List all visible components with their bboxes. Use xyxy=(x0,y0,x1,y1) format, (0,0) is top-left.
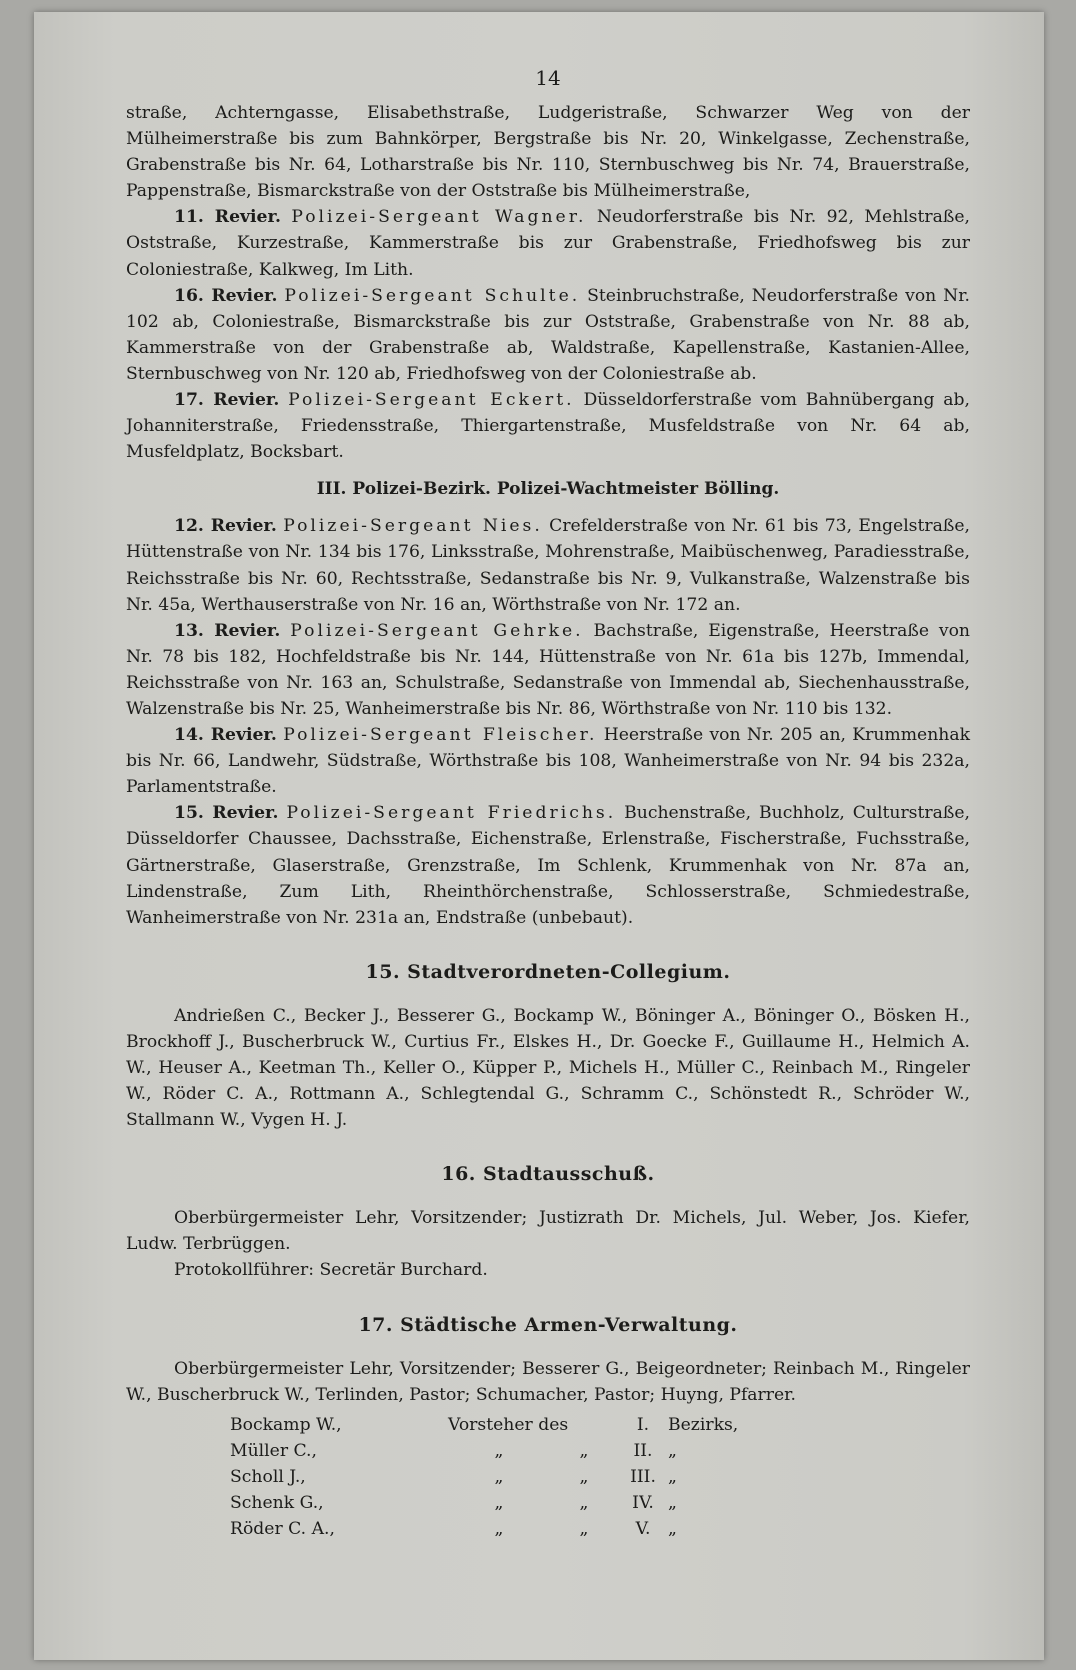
ditto-mark: „ xyxy=(494,1466,504,1487)
revier-officer: Polizei-Sergeant Friedrichs. xyxy=(286,803,617,824)
bezirk-number: III. xyxy=(630,1466,656,1487)
revier-streets: Buchenstraße, Buchholz, Culturstraße, Düsseldorfer Chaussee, Dachsstraße, Eichenstraße, Erlenstraße, Fischerstraße, Fuchsstraße, Gärtnerstraße, Glaserstraße, Grenzstraße, Im Schlenk, Krummenhak von Nr. 87a an, Lindenstraße, Zum Lith, Rheinthörchenstraße, Schlosserstraße, Schmiedestraße, Wanheimerstraße von Nr. 231a an, Endstraße (unbebaut). xyxy=(126,803,970,928)
ditto-mark: „ xyxy=(494,1493,504,1514)
revier-11 xyxy=(126,204,970,282)
section-15-heading: 15. Stadtverordneten-Collegium. xyxy=(365,960,731,983)
ditto-mark: „ xyxy=(668,1466,677,1487)
revier-streets: Bachstraße, Eigenstraße, Heerstraße von Nr. 78 bis 182, Hochfeldstraße bis Nr. 144, Hüttenstraße von Nr. 61a bis 127b, Immendal, Reichsstraße von Nr. 163 an, Schulstraße, Sedanstraße von Immendal ab, Siechenhausstraße, Walzenstraße bis Nr. 25, Wanheimerstraße bis Nr. 86, Wörthstraße von Nr. 110 bis 132. xyxy=(126,620,970,719)
ditto-mark: „ xyxy=(494,1440,504,1461)
revier-officer: Polizei-Sergeant Nies. xyxy=(283,516,543,537)
revier-label: 12. Revier. xyxy=(174,516,277,537)
page-number: 14 xyxy=(535,66,561,90)
revier-12 xyxy=(126,513,970,617)
revier-13 xyxy=(126,618,970,722)
page-content xyxy=(126,66,970,1542)
bezirk-word: Bezirks, xyxy=(668,1414,739,1435)
revier-label: 16. Revier. xyxy=(174,285,278,306)
table-row xyxy=(230,1490,738,1516)
revier-streets: Düsseldorferstraße vom Bahnübergang ab, Johanniterstraße, Friedensstraße, Thiergartenstraße, Musfeldstraße von Nr. 64 ab, Musfeldplatz, Bocksbart. xyxy=(126,390,971,463)
intro-paragraph: straße, Achterngasse, Elisabethstraße, Ludgeristraße, Schwarzer Weg von der Mülheimerstraße bis zum Bahnkörper, Bergstraße bis Nr. 20, Winkelgasse, Zechenstraße, Grabenstraße bis Nr. 64, Lotharstraße bis Nr. 110, Sternbuschweg bis Nr. 74, Brauerstraße, Pappenstraße, Bismarckstraße von der Oststraße bis Mülheimerstraße, xyxy=(126,103,970,202)
revier-streets: Neudorferstraße bis Nr. 92, Mehlstraße, Oststraße, Kurzestraße, Kammerstraße bis zur Grabenstraße, Friedhofsweg bis zur Coloniestraße, Kalkweg, Im Lith. xyxy=(126,207,970,280)
district-heading: III. Polizei-Bezirk. Polizei-Wachtmeister Bölling. xyxy=(316,479,780,500)
revier-14 xyxy=(126,722,970,800)
ditto-mark: „ xyxy=(668,1519,677,1540)
revier-officer: Polizei-Sergeant Wagner. xyxy=(291,207,587,228)
revier-17 xyxy=(126,387,970,465)
revier-streets: Steinbruchstraße, Neudorferstraße von Nr. 102 ab, Coloniestraße, Bismarckstraße bis zur Oststraße, Grabenstraße von Nr. 88 ab, Kammerstraße von der Grabenstraße ab, Waldstraße, Kapellenstraße, Kastanien-Allee, Sternbuschweg von Nr. 120 ab, Friedhofsweg von der Coloniestraße ab. xyxy=(126,285,970,384)
ditto-mark: „ xyxy=(579,1519,589,1540)
table-row xyxy=(230,1464,738,1490)
section-16-protocol: Protokollführer: Secretär Burchard. xyxy=(174,1260,488,1281)
ditto-mark: „ xyxy=(579,1440,589,1461)
document-page xyxy=(34,12,1044,1660)
revier-16 xyxy=(126,283,970,387)
armen-bezirke-table xyxy=(230,1412,738,1542)
section-17-heading: 17. Städtische Armen-Verwaltung. xyxy=(358,1313,738,1336)
revier-label: 17. Revier. xyxy=(174,390,280,411)
bezirk-number: I. xyxy=(636,1414,650,1435)
table-row xyxy=(230,1516,738,1542)
table-row xyxy=(230,1412,738,1438)
revier-streets: Heerstraße von Nr. 205 an, Krummenhak bis Nr. 66, Landwehr, Südstraße, Wörthstraße bis 108, Wanheimerstraße von Nr. 94 bis 232a, Parlamentstraße. xyxy=(126,725,970,798)
revier-label: 13. Revier. xyxy=(174,620,281,641)
revier-officer: Polizei-Sergeant Fleischer. xyxy=(283,725,598,746)
ditto-mark: „ xyxy=(494,1519,504,1540)
section-16-members: Oberbürgermeister Lehr, Vorsitzender; Justizrath Dr. Michels, Jul. Weber, Jos. Kiefer, Ludw. Terbrüggen. xyxy=(126,1208,970,1255)
member-name: Röder C. A., xyxy=(230,1519,335,1540)
revier-label: 15. Revier. xyxy=(174,803,279,824)
revier-officer: Polizei-Sergeant Eckert. xyxy=(288,390,575,411)
member-name: Müller C., xyxy=(230,1440,317,1461)
revier-label: 11. Revier. xyxy=(174,207,281,228)
bezirk-number: II. xyxy=(633,1440,653,1461)
revier-streets: Crefelderstraße von Nr. 61 bis 73, Engelstraße, Hüttenstraße von Nr. 134 bis 176, Linksstraße, Mohrenstraße, Maibüschenweg, Paradiesstraße, Reichsstraße bis Nr. 60, Rechtsstraße, Sedanstraße bis Nr. 9, Vulkanstraße, Walzenstraße bis Nr. 45a, Werthauserstraße von Nr. 16 an, Wörthstraße von Nr. 172 an. xyxy=(126,516,970,615)
revier-label: 14. Revier. xyxy=(174,725,277,746)
section-16-heading: 16. Stadtausschuß. xyxy=(441,1163,655,1186)
ditto-mark: „ xyxy=(579,1466,589,1487)
section-15-members: Andrießen C., Becker J., Besserer G., Bockamp W., Böninger A., Böninger O., Bösken H., Brockhoff J., Buscherbruck W., Curtius Fr., Elskes H., Dr. Goecke F., Guillaume H., Helmich A. W., Heuser A., Keetman Th., Keller O., Küpper P., Michels H., Müller C., Reinbach M., Ringeler W., Röder C. A., Rottmann A., Schlegtendal G., Schramm C., Schönstedt R., Schröder W., Stallmann W., Vygen H. J. xyxy=(126,1005,970,1131)
member-role: Vorsteher des xyxy=(448,1414,569,1435)
member-name: Scholl J., xyxy=(230,1466,306,1487)
member-name: Bockamp W., xyxy=(230,1414,342,1435)
section-17-members: Oberbürgermeister Lehr, Vorsitzender; Besserer G., Beigeordneter; Reinbach M., Ringeler W., Buscherbruck W., Terlinden, Pastor; Schumacher, Pastor; Huyng, Pfarrer. xyxy=(126,1358,970,1405)
bezirk-number: IV. xyxy=(632,1493,654,1514)
revier-officer: Polizei-Sergeant Gehrke. xyxy=(290,620,584,641)
revier-officer: Polizei-Sergeant Schulte. xyxy=(284,285,581,306)
revier-15 xyxy=(126,800,970,930)
ditto-mark: „ xyxy=(579,1493,589,1514)
ditto-mark: „ xyxy=(668,1440,677,1461)
bezirk-number: V. xyxy=(635,1519,651,1540)
table-row xyxy=(230,1438,738,1464)
member-name: Schenk G., xyxy=(230,1493,324,1514)
ditto-mark: „ xyxy=(668,1493,677,1514)
